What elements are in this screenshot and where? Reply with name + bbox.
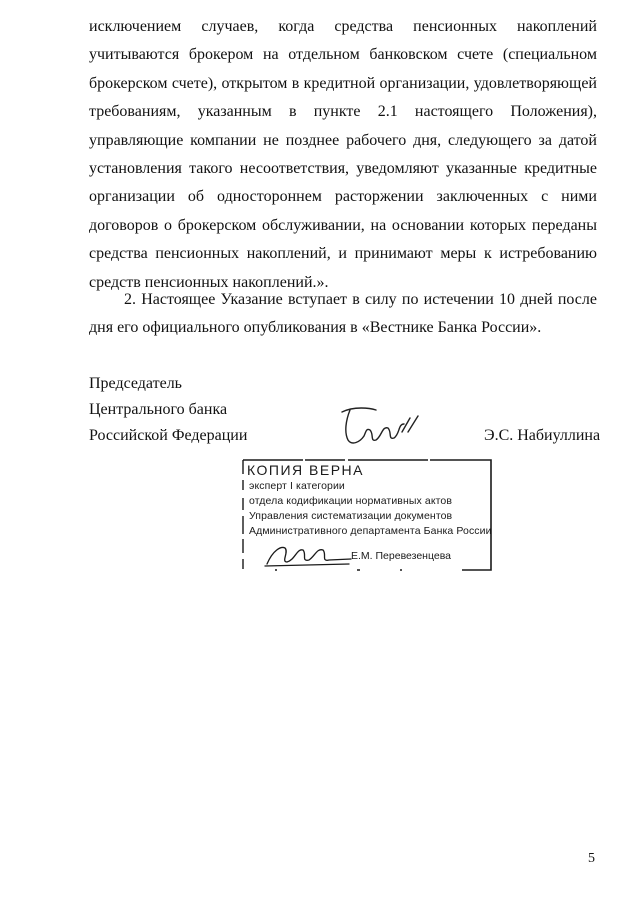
signatory-name: Э.С. Набиуллина	[484, 427, 601, 444]
stamp-signature	[263, 542, 353, 568]
stamp-line-3: Управления систематизации документов	[249, 510, 453, 522]
stamp-line-1: эксперт I категории	[249, 480, 345, 492]
handwritten-signature	[336, 402, 426, 450]
signatory-title-line-3: Российской Федерации	[89, 427, 248, 444]
body-paragraph: исключением случаев, когда средства пенсионных накоплений учитываются брокером на отдельном банковском счете (специальном брокерском счете), открытом в кредитной организации, удовлетворяющей требованиям, указанным в пункте 2.1 настоящего Положения), управляющие компании не позднее рабочего дня, следующего за датой установления такого несоответствия, уведомляют указанные кредитные организации об одностороннем расторжении заключенных с ними договоров о брокерском обслуживании, на основании которых переданы средства пенсионных накоплений, и принимают меры к истребованию средств пенсионных накоплений.».	[89, 18, 597, 291]
stamp-line-4: Административного департамента Банка России	[249, 525, 492, 537]
page-number: 5	[588, 851, 595, 866]
stamp-heading: КОПИЯ ВЕРНА	[247, 462, 364, 478]
body-paragraph-2: 2. Настоящее Указание вступает в силу по истечении 10 дней после дня его официального опубликования в «Вестнике Банка России».	[89, 291, 597, 337]
certified-copy-stamp	[241, 458, 493, 572]
signatory-title-line-1: Председатель	[89, 375, 182, 392]
stamp-line-2: отдела кодификации нормативных актов	[249, 495, 453, 507]
signatory-title-line-2: Центрального банка	[89, 401, 228, 418]
stamp-signer-name: Е.М. Перевезенцева	[351, 550, 452, 562]
